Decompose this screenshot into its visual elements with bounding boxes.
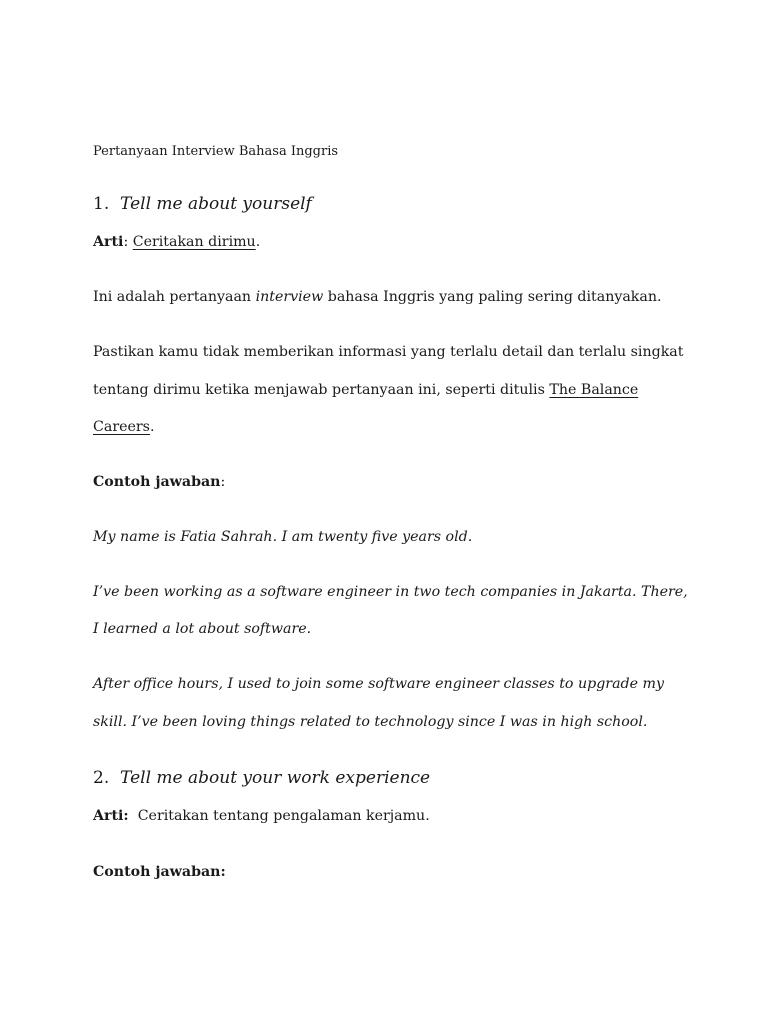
question-1-contoh-label: Contoh jawaban: [93, 474, 226, 490]
question-1-arti-link[interactable]: Ceritakan dirimu [132, 234, 256, 250]
paragraph-2-line-2-text: tentang dirimu ketika menjawab pertanyaan ini, seperti ditulis [93, 382, 550, 398]
question-2-heading [93, 768, 430, 788]
question-1-arti-label: Arti [93, 234, 124, 250]
document-title-text: Pertanyaan Interview Bahasa Inggris [93, 144, 339, 159]
question-1-number: 1. [93, 194, 110, 214]
question-1-paragraph-2-line-1 [93, 344, 683, 360]
question-2-text: Tell me about your work experience [120, 768, 431, 788]
question-2-arti-label: Arti: [93, 808, 129, 824]
question-1-arti: Arti: Ceritakan dirimu. [93, 234, 261, 250]
paragraph-1-text-a: Ini adalah pertanyaan [93, 289, 256, 305]
question-2-contoh-label [93, 864, 226, 880]
the-balance-careers-link[interactable]: The Balance [549, 382, 639, 398]
document-title [93, 144, 338, 159]
paragraph-1-italic: interview [255, 289, 324, 305]
answer-1-text: My name is Fatia Sahrah. I am twenty five years old. [93, 529, 473, 545]
question-1-text: Tell me about yourself [120, 194, 312, 214]
question-2-arti-text: Ceritakan tentang pengalaman kerjamu. [137, 808, 430, 824]
the-balance-careers-link-continued[interactable]: Careers [93, 419, 150, 435]
answer-2-line-1-text: I’ve been working as a software engineer in two tech companies in Jakarta. There, [93, 584, 688, 600]
question-2-number: 2. [93, 768, 110, 788]
answer-3-line-1-text: After office hours, I used to join some software engineer classes to upgrade my [93, 676, 664, 692]
answer-3-line-2-text: skill. I’ve been loving things related to technology since I was in high school. [93, 714, 648, 730]
answer-3-line-2 [93, 714, 647, 730]
answer-3-line-1 [93, 676, 664, 692]
question-2-contoh-label-text: Contoh jawaban: [93, 864, 226, 880]
question-1-paragraph-2-line-2 [93, 382, 638, 398]
question-1-heading [93, 194, 312, 214]
answer-2-line-2-text: I learned a lot about software. [93, 621, 312, 637]
answer-1 [93, 529, 472, 545]
question-1-paragraph-2-line-3: Careers. [93, 419, 155, 435]
answer-2-line-1 [93, 584, 688, 600]
question-2-arti [93, 808, 430, 824]
question-1-contoh-label-text: Contoh jawaban [93, 474, 221, 490]
answer-2-line-2 [93, 621, 311, 637]
paragraph-1-text-b: bahasa Inggris yang paling sering ditanyakan. [323, 289, 662, 305]
question-1-paragraph-1 [93, 289, 662, 305]
paragraph-2-line-1-text: Pastikan kamu tidak memberikan informasi yang terlalu detail dan terlalu singkat [93, 344, 684, 360]
